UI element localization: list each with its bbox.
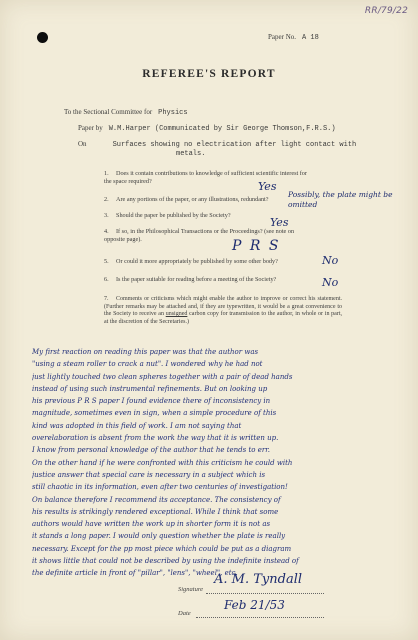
subject-line-2 (176, 149, 205, 158)
question-2: 2. Are any portions of the paper, or any illustrations, redundant? (104, 196, 269, 203)
handwritten-line: authors would have written the work up in shorter form it is not as (32, 520, 271, 529)
committee-label: To the Sectional Committee for (64, 108, 153, 116)
handwritten-line: necessary. Except for the pp most piece which could be put as a diagram (32, 544, 292, 553)
handwritten-line: the definite article in front of "pillar", "lens", "wheel", etc. (32, 569, 238, 578)
date-label: Date (178, 610, 191, 617)
paper-number (268, 33, 319, 42)
handwritten-comments (32, 346, 402, 580)
answer-5: No (322, 254, 339, 267)
question-1: 1. Does it contain contributions to knowledge of sufficient scientific interest for the space required? (104, 170, 307, 185)
signature-line (206, 593, 324, 594)
answer-2: Possibly, the plate might be omitted (288, 190, 393, 209)
handwritten-line: just lightly touched two clean spheres together with a pair of dead hands (32, 372, 293, 381)
question-4: 4. If so, in the Philosophical Transactions or the Proceedings? (see note on opposite page). (104, 228, 295, 243)
signature-value: A. M. Tyndall (214, 572, 303, 587)
paper-by-value: W.M.Harper (Communicated by Sir George Thomson,F.R.S.) (108, 125, 336, 133)
comments-instructions: 7. Comments or criticisms which might enable the author to improve or correct his statement. (Further remarks may be attached and, if they are typewritten, it would be a great convenience to the Society to receive an unsigned carbon copy for transmission to the author, in whole or in part, at the discretion of the Secretaries.) (104, 296, 343, 325)
handwritten-line: My first reaction on reading this paper was that the author was (32, 348, 259, 356)
question-5: 5. Or could it more appropriately be published by some other body? (104, 258, 278, 265)
question-3: 3. Should the paper be published by the Society? (104, 212, 231, 219)
subject-line (78, 140, 356, 149)
handwritten-line: still chaotic in its information, even after two centuries of investigation! (32, 483, 288, 492)
subject-value-2: metals. (176, 150, 206, 158)
handwritten-line: On balance therefore I recommend its acceptance. The consistency of (32, 495, 281, 504)
handwritten-line: his results is strikingly rendered exceptional. While I think that some (32, 507, 279, 516)
paper-number-label: Paper No. (268, 33, 296, 41)
handwritten-line: I know from personal knowledge of the author that he tends to err. (32, 446, 270, 455)
subject-label: On (78, 140, 87, 148)
handwritten-line: magnitude, sometimes even in sign, when a simple procedure of this (32, 409, 277, 418)
handwritten-line: it shows little that could not be described by using the indefinite instead of (32, 557, 299, 566)
answer-4: P R S (232, 238, 281, 254)
handwritten-line: justice answer that special care is necessary in a subject which is (32, 470, 266, 479)
paper-by-label: Paper by (78, 124, 103, 132)
answer-6: No (322, 276, 339, 289)
subject-value-1: Surfaces showing no electrication after light contact with (112, 141, 357, 149)
handwritten-line: instead of using such instrumental refinements. But on looking up (32, 384, 268, 393)
committee-line (64, 108, 188, 117)
handwritten-line: his previous P R S paper I found evidence there of inconsistency in (32, 397, 271, 406)
date-value: Feb 21/53 (224, 598, 285, 612)
page-title: REFEREE'S REPORT (142, 68, 276, 80)
punch-hole (37, 32, 48, 43)
date-line (196, 617, 324, 618)
committee-value: Physics (158, 109, 188, 117)
signature-label: Signature (178, 586, 204, 593)
handwritten-line: On the other hand if he were confronted with this criticism he could with (32, 458, 293, 467)
paper-number-value: A 18 (302, 34, 319, 42)
handwritten-line: kind was adopted in this field of work. I am not saying that (32, 421, 242, 430)
answer-3: Yes (270, 216, 289, 229)
handwritten-line: it stands a long paper. I would only question whether the plate is really (32, 532, 286, 541)
reference-stamp: RR/79/22 (364, 6, 408, 16)
handwritten-line: "using a steam roller to crack a nut". I wondered why he had not (32, 360, 263, 369)
paper-by-line (78, 124, 336, 133)
handwritten-line: overelaboration is absent from the work the way that it is written up. (32, 434, 279, 443)
question-6: 6. Is the paper suitable for reading before a meeting of the Society? (104, 276, 277, 283)
answer-1: Yes (258, 180, 277, 193)
